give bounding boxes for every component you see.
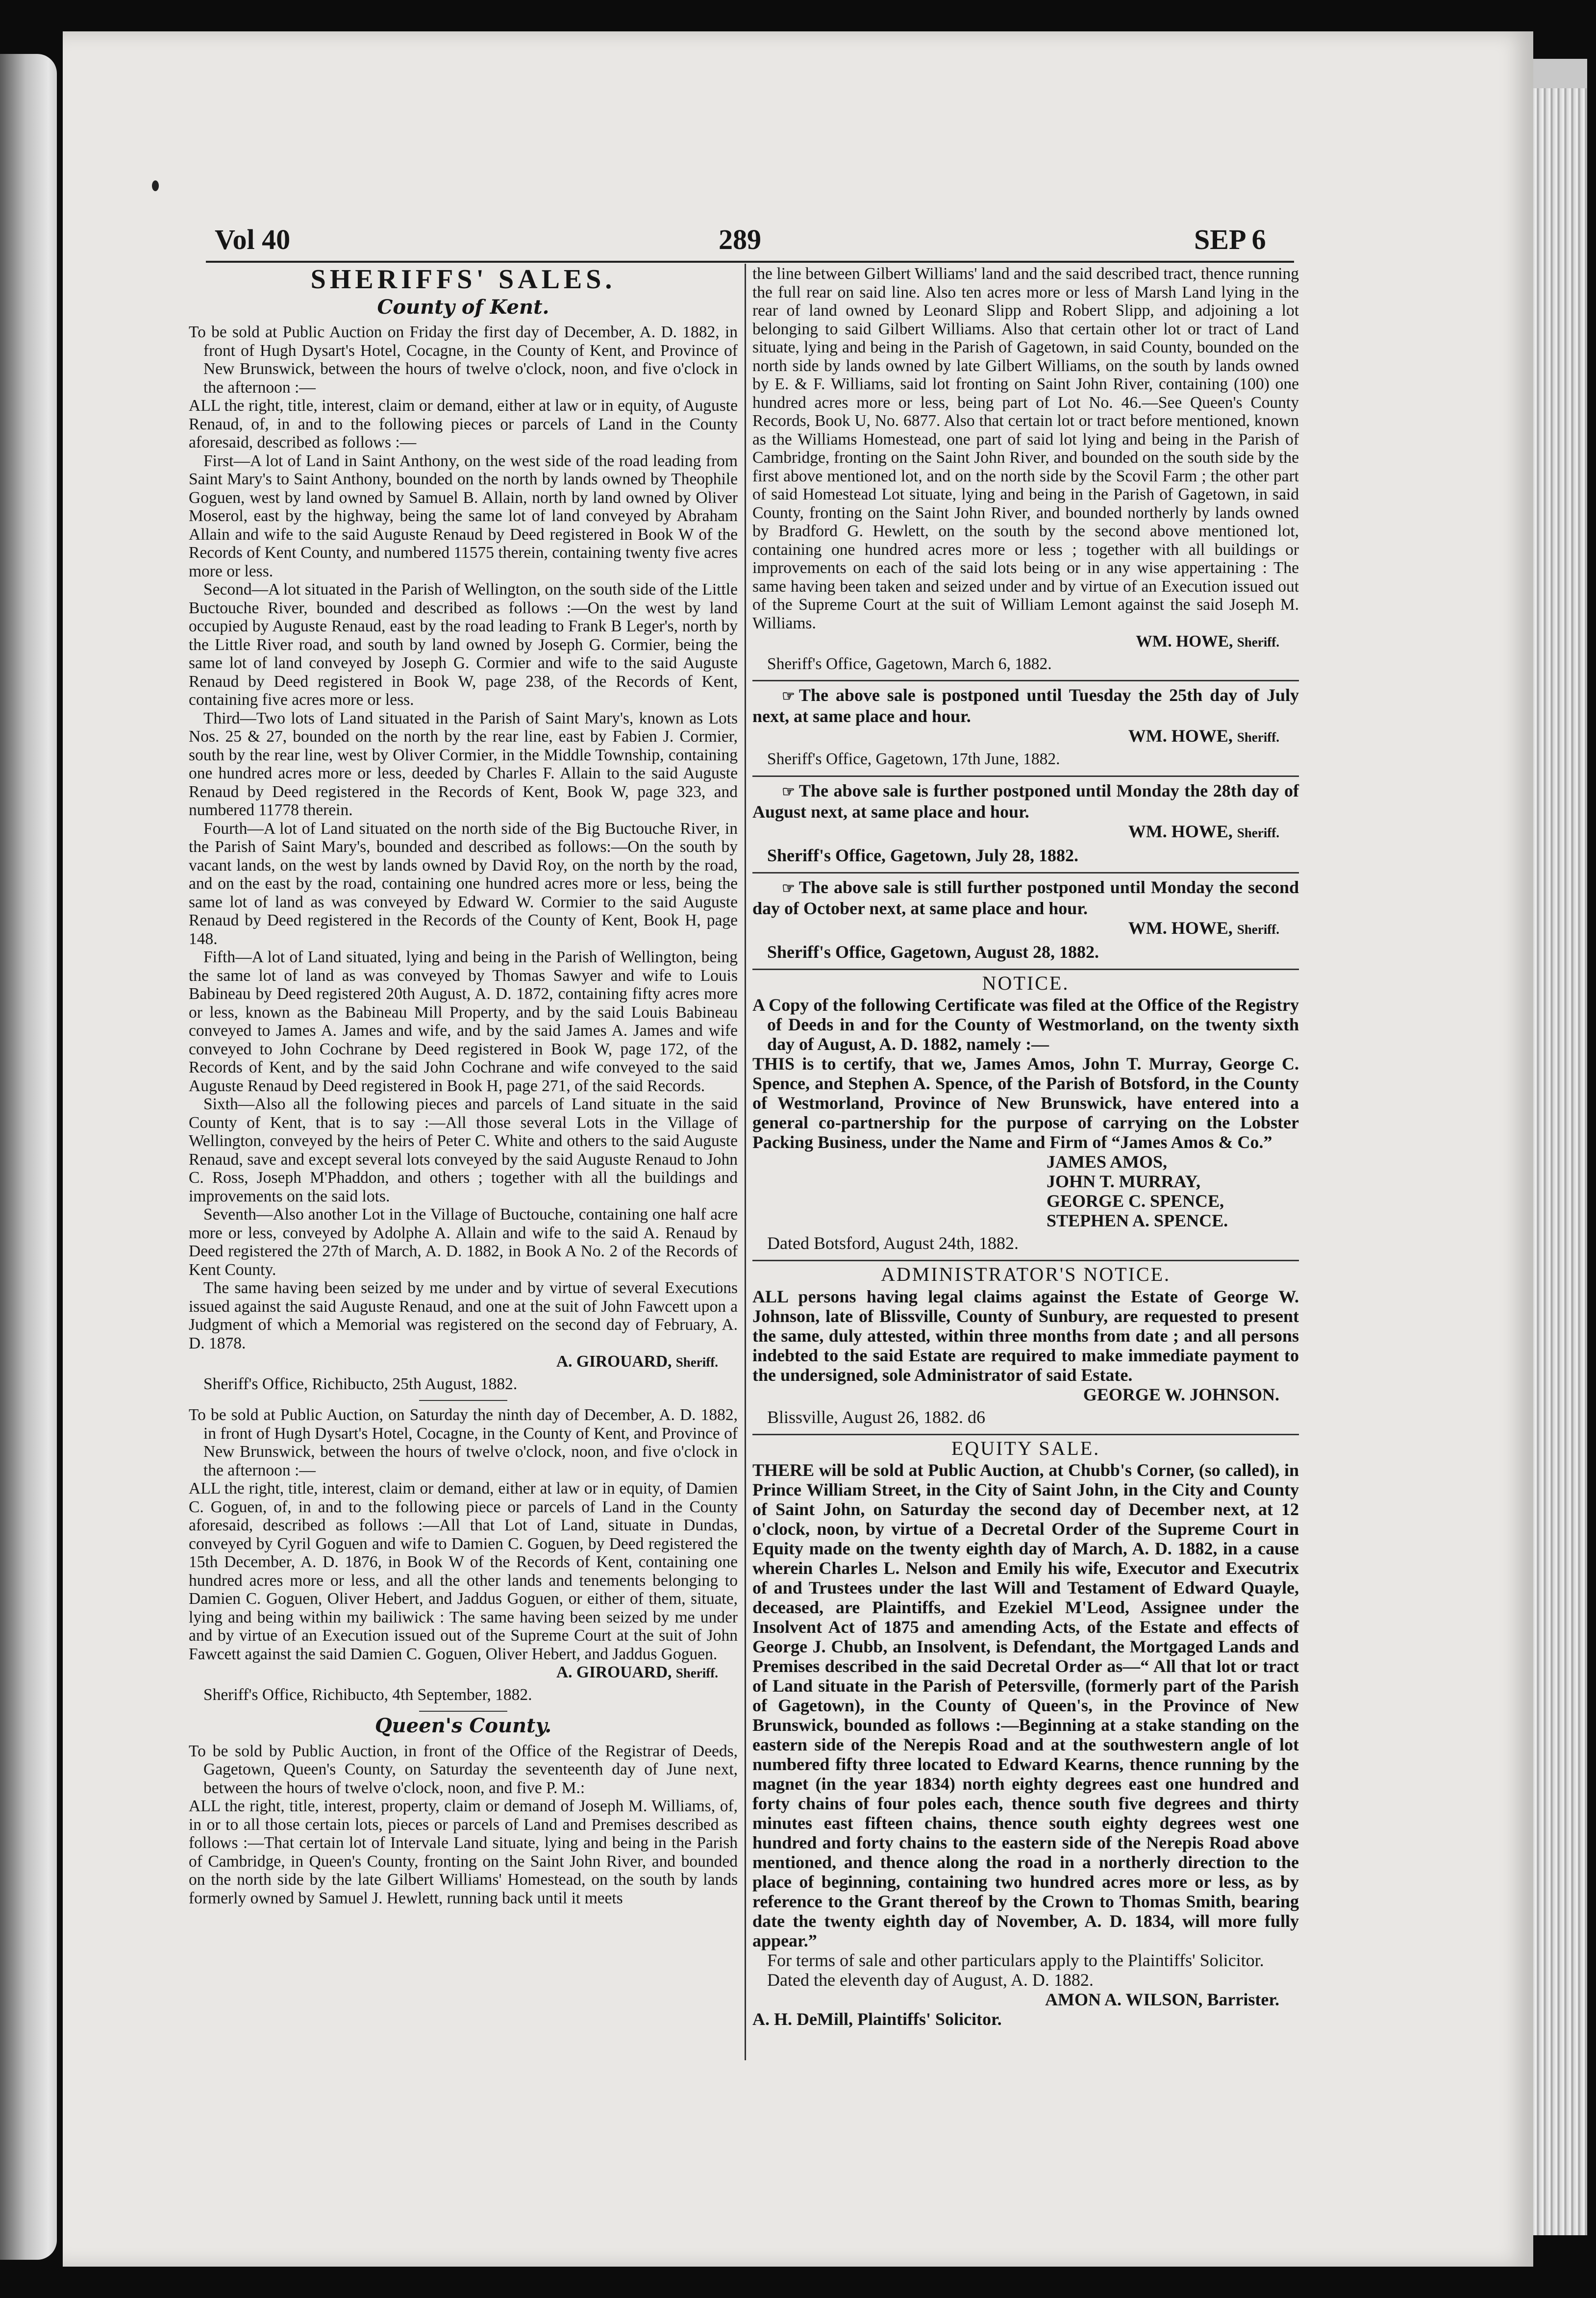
kent-sale1-first: First—A lot of Land in Saint Anthony, on the west side of the road leading from Saint Mary's to Saint Anthony, bounded on the north by lands owned by Theophile Goguen, west by land owned by Samuel B. Allain, north by land owned by Oliver Moserol, east by the highway, being the same lot of land conveyed by Abraham Allain and wife to the said Auguste Renaud by Deed registered in Book W of the Records of Kent County, and numbered 11575 therein, containing twenty five acres more or less. bbox=[189, 451, 738, 580]
notice-intro: A Copy of the following Certificate was filed at the Office of the Registry of Deeds in and for the County of Westmorland, on the twenty sixth day of August, A. D. 1882, namely :— bbox=[752, 995, 1299, 1054]
sheriff-office-date: Sheriff's Office, Gagetown, August 28, 1882. bbox=[767, 942, 1099, 962]
kent-sale2-intro: To be sold at Public Auction, on Saturday the ninth day of December, A. D. 1882, in front of Hugh Dysart's Hotel, Cocagne, in the County of Kent, and Province of New Brunswick, between the hours of twelve o'clock, noon, and five o'clock in the afternoon :— bbox=[189, 1406, 738, 1479]
queens-sale-continued: the line between Gilbert Williams' land and the said described tract, thence running the full rear on said line. Also ten acres more or less of Marsh Land lying in the rear of land owned by Leonard Slipp and Robert Slipp, and adjoining a lot belonging to said Gilbert Williams. Also that certain other lot or tract of Land situate, lying and being in the Parish of Gagetown, in said County, bounded on the north side by lands owned by late Gilbert Williams, on the south by lands owned by E. & F. Williams, said lot fronting on Saint John River, containing (100) one hundred acres more or less, being part of Lot No. 46.—See Queen's County Records, Book U, No. 6877. Also that certain lot or tract before mentioned, known as the Williams Homestead, one part of said lot lying and being in the Parish of Cambridge, fronting on the Saint John River, and bounded on the south side by the first above mentioned lot, and on the north side by the Scovil Farm ; the other part of said Homestead Lot situate, lying and being in the Parish of Gagetown, in said County, fronting on the Saint John River, and bounded northerly by lands owned by Bradford G. Hewlett, on the south by the second above mentioned lot, containing one hundred acres more or less ; together with all buildings or improvements on each of the said lots being or in any wise appertaining : The same having been taken and seized under and by virtue of an Execution issued out of the Supreme Court at the suit of William Lemont against the said Joseph M. Williams. bbox=[752, 265, 1299, 632]
volume-label: Vol 40 bbox=[215, 224, 291, 255]
pointing-hand-icon: ☞ bbox=[782, 688, 795, 704]
county-heading-queens: Queen's County. bbox=[374, 1714, 552, 1737]
column-divider bbox=[745, 264, 746, 2060]
kent-sale1-third: Third—Two lots of Land situated in the Parish of Saint Mary's, known as Lots Nos. 25 & 27, bounded on the north by the rear line, east by Fabien J. Cormier, south by the rear line, west by Oliver Cormier, in the Middle Township, containing one hundred acres more or less, deeded by Charles F. Allain to the said Auguste Renaud by Deed registered in the Records of Kent, Book W, page 323, and numbered 11778 therein. bbox=[189, 709, 738, 819]
sheriff-signature: A. GIROUARD, Sheriff. bbox=[556, 1663, 718, 1681]
equity-sale-terms: For terms of sale and other particulars apply to the Plaintiffs' Solicitor. bbox=[767, 1950, 1264, 1970]
notice-certificate: THIS is to certify, that we, James Amos, John T. Murray, George C. Spence, and Stephen A. Spence, of the Parish of Botsford, in the County of Westmorland, Province of New Brunswick, have entered into a general co-partnership for the purpose of carrying on the Lobster Packing Business, under the Name and Firm of “James Amos & Co.” bbox=[752, 1054, 1299, 1152]
page-number: 289 bbox=[719, 224, 761, 255]
facing-page-edge bbox=[0, 54, 57, 2260]
partner-names bbox=[752, 1152, 1299, 1230]
separator bbox=[752, 775, 1299, 777]
section-title: SHERIFFS' SALES. bbox=[310, 264, 616, 295]
kent-sale1-seventh: Seventh—Also another Lot in the Village of Buctouche, containing one half acre more or less, conveyed by Adolphe A. Allain and wife to the said A. Renaud by Deed registered the 27th of March, A. D. 1882, in Book A No. 2 of the Records of Kent County. bbox=[189, 1205, 738, 1279]
sheriff-office-date: Sheriff's Office, Richibucto, 4th September, 1882. bbox=[203, 1685, 532, 1704]
administrator-signature: GEORGE W. JOHNSON. bbox=[1083, 1384, 1279, 1404]
sheriff-signature: WM. HOWE, Sheriff. bbox=[1136, 632, 1279, 650]
kent-sale1-intro: To be sold at Public Auction on Friday the first day of December, A. D. 1882, in front of Hugh Dysart's Hotel, Cocagne, in the County of Kent, and Province of New Brunswick, between the hours of twelve o'clock, noon, and five o'clock in the afternoon :— bbox=[189, 323, 738, 397]
sheriff-signature: WM. HOWE, Sheriff. bbox=[1128, 821, 1279, 841]
partner-name: JAMES AMOS, bbox=[1047, 1152, 1168, 1172]
equity-sale-heading: EQUITY SALE. bbox=[951, 1437, 1100, 1459]
pointing-hand-icon: ☞ bbox=[782, 783, 795, 800]
kent-sale1-fourth: Fourth—A lot of Land situated on the north side of the Big Buctouche River, in the Parish of Saint Mary's, bounded and described as follows:—On the south by vacant lands, on the west by lands owned by David Roy, on the north by the road, and on the east by the road, containing one hundred acres more or less, being the same lot of land as was conveyed by Edward W. Cormier to the said Auguste Renaud by Deed registered in the Records of the County of Kent, Book H, page 148. bbox=[189, 819, 738, 948]
notice-heading: NOTICE. bbox=[982, 972, 1070, 994]
barrister-signature: AMON A. WILSON, Barrister. bbox=[1045, 1990, 1279, 2009]
plaintiffs-solicitor: A. H. DeMill, Plaintiffs' Solicitor. bbox=[752, 2009, 1002, 2029]
kent-sale1-second: Second—A lot situated in the Parish of Wellington, on the south side of the Little Buctouche River, bounded and described as follows :—On the west by land occupied by Auguste Renaud, east by the road leading to Frank B Leger's, north by the Little River road, and south by land owned by Joseph G. Cormier, being the same lot of land conveyed by Joseph G. Cormier and wife to the said Auguste Renaud by Deed registered in Book W, page 238, of the Records of Kent, containing five acres more or less. bbox=[189, 580, 738, 709]
sheriff-signature: A. GIROUARD, Sheriff. bbox=[556, 1352, 718, 1371]
kent-sale2-all: ALL the right, title, interest, claim or demand, either at law or in equity, of Damien C. Goguen, of, in and to the following piece or parcels of Land in the County aforesaid, described as follows :—All that Lot of Land, situate in Dundas, conveyed by Cyril Goguen and wife to Damien C. Goguen, by Deed registered the 15th December, A. D. 1876, in Book W of the Records of Kent, containing one hundred acres more or less, and all the other lands and tenements belonging to Damien C. Goguen, Oliver Hebert, and Jaddus Goguen, or either of them, situate, lying and being within my bailiwick : The same having been seized by me under and by virtue of an Execution issued out of the Supreme Court at the suit of John Fawcett against the said Damien C. Goguen, Oliver Hebert, and Jaddus Goguen. bbox=[189, 1479, 738, 1663]
administrator-notice-heading: ADMINISTRATOR'S NOTICE. bbox=[880, 1263, 1171, 1285]
postponement-notice: ☞ The above sale is still further postponed until Monday the second day of October next, at same place and hour. bbox=[752, 877, 1299, 918]
separator bbox=[752, 969, 1299, 970]
kent-sale1-sixth: Sixth—Also all the following pieces and parcels of Land situate in the said County of Kent, that is to say :—All those several Lots in the Village of Wellington, conveyed by the heirs of Peter C. White and others to the said Auguste Renaud, save and except several lots conveyed by the said Auguste Renaud to John C. Ross, Joseph M'Phaddon, and others ; together with all the buildings and improvements on the said lots. bbox=[189, 1095, 738, 1205]
right-column bbox=[752, 265, 1299, 2029]
sheriff-office-date: Sheriff's Office, Gagetown, March 6, 1882. bbox=[767, 654, 1052, 673]
queens-sale-all: ALL the right, title, interest, property, claim or demand of Joseph M. Williams, of, in or to all those certain lots, pieces or parcels of Land and Premises described as follows :—That certain lot of Intervale Land situate, lying and being in the Parish of Cambridge, in Queen's County, fronting on the Saint John River, and bounded on the north side by the late Gilbert Williams' Homestead, on the south by lands formerly owned by Samuel J. Hewlett, running back until it meets bbox=[189, 1797, 738, 1907]
sheriff-office-date: Sheriff's Office, Gagetown, 17th June, 1882. bbox=[767, 750, 1060, 768]
issue-date: SEP 6 bbox=[1194, 224, 1266, 255]
postponement-notice: ☞ The above sale is further postponed until Monday the 28th day of August next, at same place and hour. bbox=[752, 780, 1299, 822]
administrator-dated: Blissville, August 26, 1882. d6 bbox=[767, 1407, 986, 1427]
administrator-notice-body: ALL persons having legal claims against the Estate of George W. Johnson, late of Blissville, County of Sunbury, are requested to present the same, duly attested, within three months from date ; and all persons indebted to the said Estate are required to make immediate payment to the undersigned, sole Administrator of said Estate. bbox=[752, 1286, 1299, 1385]
sheriff-signature: WM. HOWE, Sheriff. bbox=[1128, 726, 1279, 746]
partner-name: STEPHEN A. SPENCE. bbox=[1047, 1211, 1228, 1230]
kent-sale1-fifth: Fifth—A lot of Land situated, lying and being in the Parish of Wellington, being the same lot of land as was conveyed by Thomas Sawyer and wife to Louis Babineau by Deed registered 20th August, A. D. 1872, containing fifty acres more or less, known as the Babineau Mill Property, and by the said Louis Babineau conveyed to James A. James and wife, and by the said James A. James and wife conveyed to John Cochrane by Deed registered in Book W, page 172, of the Records of Kent, and by the said John Cochrane and wife conveyed to the said Auguste Renaud by Deed registered in Book H, page 271, of the said Records. bbox=[189, 948, 738, 1095]
book-page-edges bbox=[1533, 88, 1587, 2235]
sheriff-office-date: Sheriff's Office, Gagetown, July 28, 1882. bbox=[767, 845, 1078, 865]
equity-sale-dated: Dated the eleventh day of August, A. D. 1882. bbox=[767, 1970, 1094, 1990]
kent-sale1-seized: The same having been seized by me under and by virtue of several Executions issued against the said Auguste Renaud, and one at the suit of John Fawcett upon a Judgment of which a Memorial was registered on the second day of February, A. D. 1878. bbox=[189, 1279, 738, 1352]
queens-sale-intro: To be sold by Public Auction, in front of the Office of the Registrar of Deeds, Gagetown, Queen's County, on Saturday the seventeenth day of June next, between the hours of twelve o'clock, noon, and five P. M.: bbox=[189, 1742, 738, 1797]
kent-sale1-all: ALL the right, title, interest, claim or demand, either at law or in equity, of Auguste Renaud, of, in and to the following pieces or parcels of Land in the County aforesaid, described as follows :— bbox=[189, 397, 738, 451]
sheriff-office-date: Sheriff's Office, Richibucto, 25th August, 1882. bbox=[203, 1374, 518, 1393]
notice-dated: Dated Botsford, August 24th, 1882. bbox=[767, 1233, 1019, 1253]
separator bbox=[752, 872, 1299, 874]
separator bbox=[752, 1260, 1299, 1261]
pointing-hand-icon: ☞ bbox=[782, 880, 795, 897]
header-rule bbox=[206, 261, 1294, 263]
separator bbox=[419, 1400, 507, 1401]
separator bbox=[752, 1434, 1299, 1435]
equity-sale-body: THERE will be sold at Public Auction, at Chubb's Corner, (so called), in Prince William Street, in the City of Saint John, in the City and County of Saint John, on Saturday the second day of December next, at 12 o'clock, noon, by virtue of a Decretal Order of the Supreme Court in Equity made on the twenty eighth day of March, A. D. 1882, in a cause wherein Charles L. Nelson and Emily his wife, Executor and Executrix of and Trustees under the last Will and Testament of Edward Quayle, deceased, are Plaintiffs, and Ezekiel M'Leod, Assignee under the Insolvent Act of 1875 and amending Acts, of the Estate and effects of George J. Chubb, an Insolvent, is Defendant, the Mortgaged Lands and Premises described in the said Decretal Order as—“ All that lot or tract of Land situate in the Parish of Petersville, (formerly part of the Parish of Gagetown), in the County of Queen's, in the Province of New Brunswick, bounded as follows :—Beginning at a stake standing on the eastern side of the Nerepis Road and at the southwestern angle of lot numbered fifty three located to Edward Kearns, thence running by the magnet (in the year 1834) north eighty degrees east one hundred and forty chains of four poles each, thence south five degrees and thirty minutes east fifteen chains, thence south eighty degrees west one hundred and forty chains to the eastern side of the Nerepis Road above mentioned, and thence along the road in a northerly direction to the place of beginning, containing two hundred acres more or less, as by reference to the Grant thereof by the Crown to Thomas Smith, bearing date the twenty eighth day of November, A. D. 1834, will more fully appear.” bbox=[752, 1460, 1299, 1950]
postponement-notice: ☞ The above sale is postponed until Tuesday the 25th day of July next, at same place and hour. bbox=[752, 685, 1299, 726]
separator bbox=[752, 680, 1299, 681]
partner-name: JOHN T. MURRAY, bbox=[1047, 1172, 1201, 1191]
separator bbox=[419, 1711, 507, 1712]
county-heading-kent: County of Kent. bbox=[377, 295, 549, 319]
left-column bbox=[189, 265, 738, 1907]
sheriff-signature: WM. HOWE, Sheriff. bbox=[1128, 918, 1279, 938]
partner-name: GEORGE C. SPENCE, bbox=[1047, 1191, 1224, 1211]
ink-spot bbox=[152, 180, 159, 191]
